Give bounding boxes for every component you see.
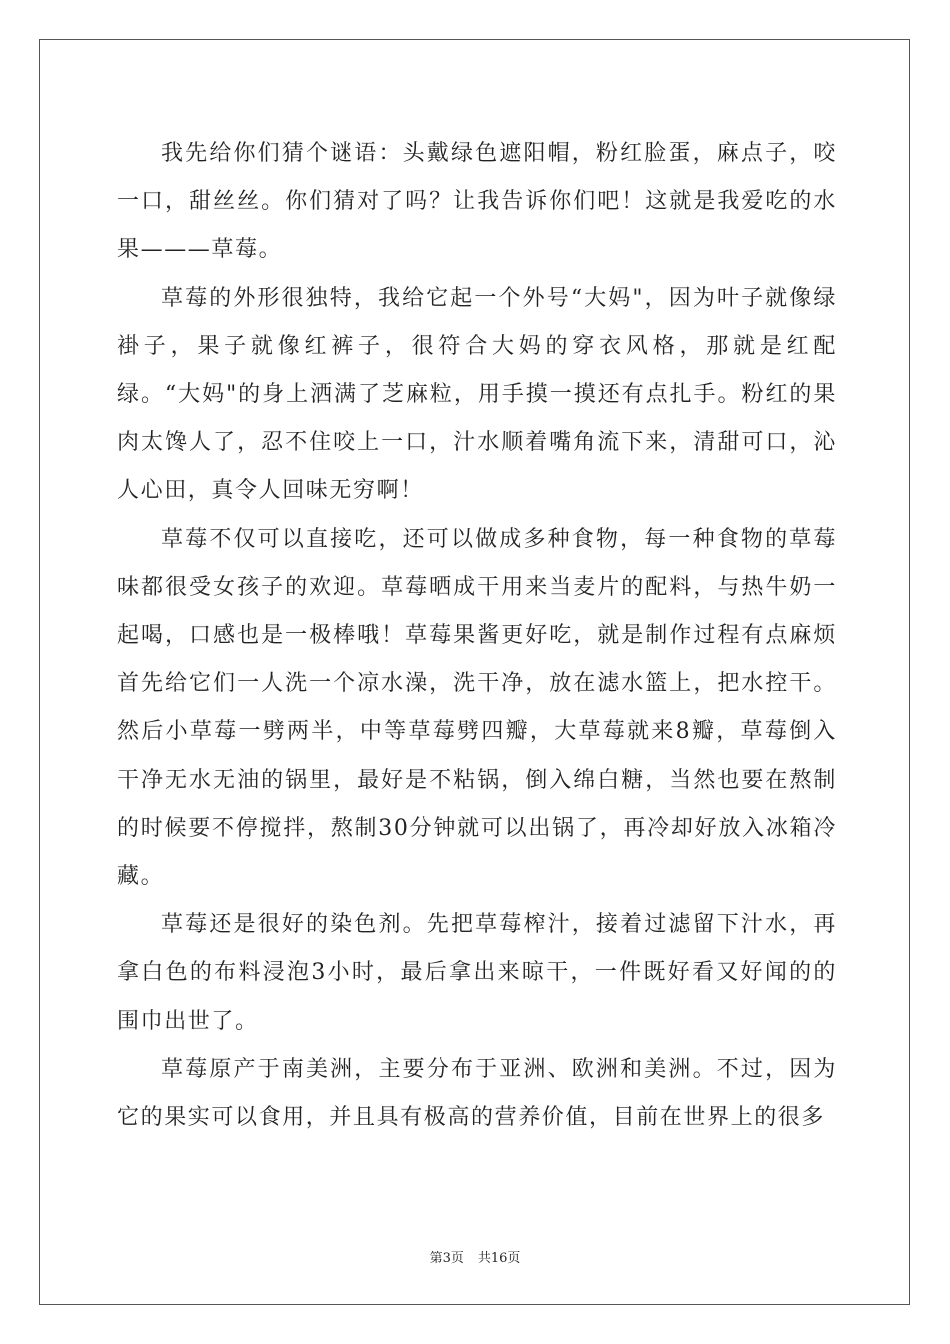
page-number: 第3页	[429, 1251, 464, 1266]
page-footer	[0, 1247, 950, 1266]
paragraph-origin: 草莓原产于南美洲，主要分布于亚洲、欧洲和美洲。不过，因为它的果实可以食用，并且具有极高的营养价值，目前在世界上的很多	[117, 1056, 837, 1131]
paragraph-appearance: 草莓的外形很独特，我给它起一个外号“大妈"，因为叶子就像绿褂子，果子就像红裤子，很符合大妈的穿衣风格，那就是红配绿。“大妈"的身上洒满了芝麻粒，用手摸一摸还有点扎手。粉红的果肉太馋人了，忍不住咬上一口，汁水顺着嘴角流下来，清甜可口，沁人心田，真令人回味无穷啊！	[117, 285, 837, 504]
paragraph-foods: 草莓不仅可以直接吃，还可以做成多种食物，每一种食物的草莓味都很受女孩子的欢迎。草莓晒成干用来当麦片的配料，与热牛奶一起喝，口感也是一极棒哦！草莓果酱更好吃，就是制作过程有点麻烦首先给它们一人洗一个凉水澡，洗干净，放在滤水篮上，把水控干。然后小草莓一劈两半，中等草莓劈四瓣，大草莓就来8瓣，草莓倒入干净无水无油的锅里，最好是不粘锅，倒入绵白糖，当然也要在熬制的时候要不停搅拌，熬制30分钟就可以出锅了，再冷却好放入冰箱冷藏。	[117, 526, 837, 890]
document-body	[117, 130, 837, 1142]
paragraph-riddle: 我先给你们猜个谜语：头戴绿色遮阳帽，粉红脸蛋，麻点子，咬一口，甜丝丝。你们猜对了吗？让我告诉你们吧！这就是我爱吃的水果———草莓。	[117, 141, 837, 263]
page-total: 共16页	[477, 1251, 521, 1266]
paragraph-dye: 草莓还是很好的染色剂。先把草莓榨汁，接着过滤留下汁水，再拿白色的布料浸泡3小时，最后拿出来晾干，一件既好看又好闻的的围巾出世了。	[117, 912, 837, 1034]
